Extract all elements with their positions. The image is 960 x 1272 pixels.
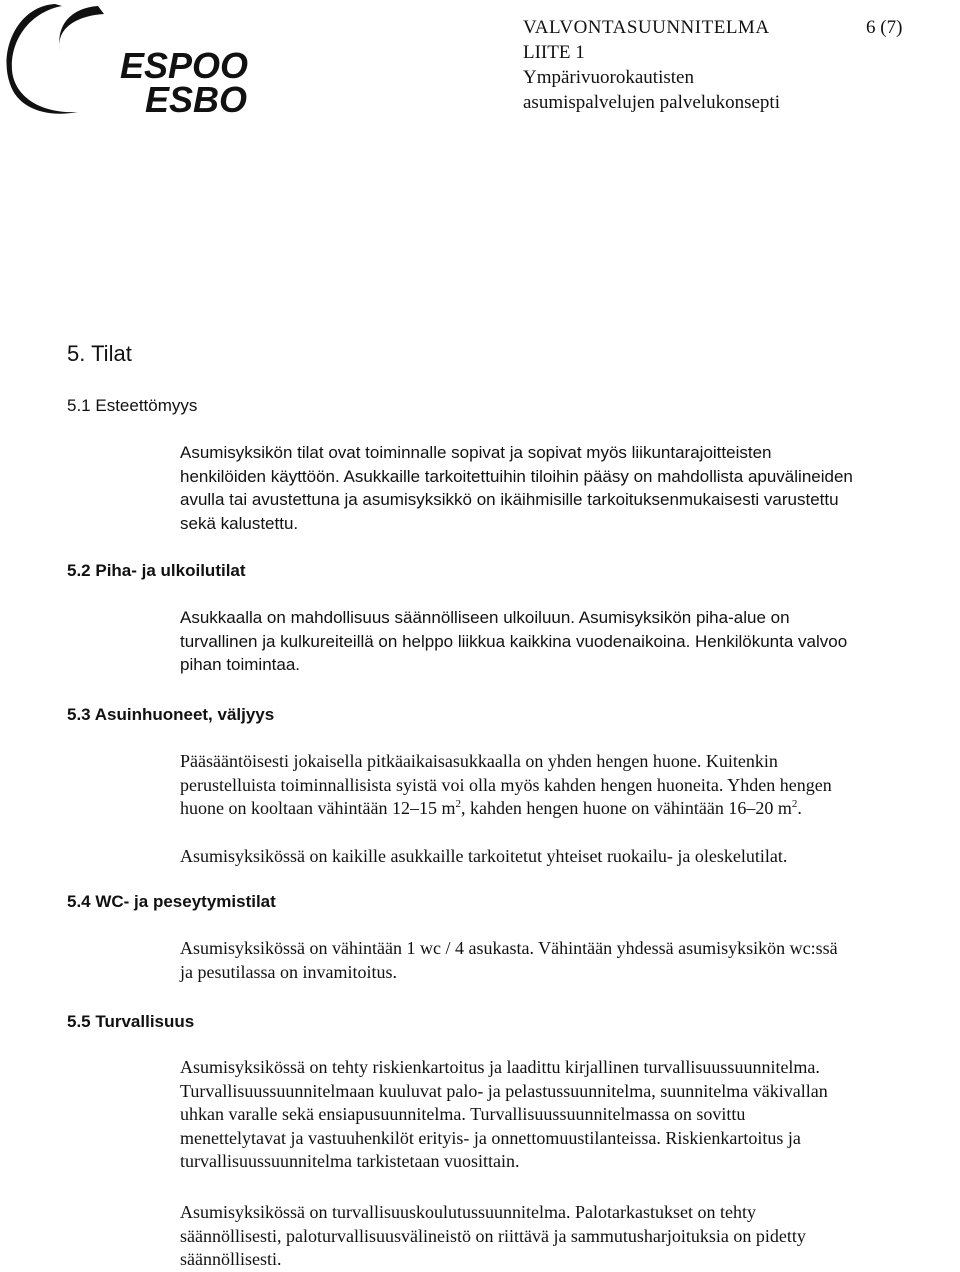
paragraph-5-4 (180, 937, 950, 984)
text-line: säännöllisesti. (180, 1249, 282, 1269)
attachment-label: LIITE 1 (523, 42, 585, 63)
paragraph-5-1 (180, 441, 950, 535)
page-number: 6 (7) (866, 17, 903, 38)
text-line: henkilöiden käyttöön. Asukkaille tarkoitettuihin tiloihin pääsy on mahdollista apuvälineiden (180, 466, 853, 486)
subsection-heading-5-3: 5.3 Asuinhuoneet, väljyys (67, 705, 275, 724)
paragraph-5-5 (180, 1056, 950, 1174)
subsection-heading-5-1: 5.1 Esteettömyys (67, 396, 198, 415)
text-fragment: . (797, 798, 802, 818)
text-line: menettelytavat ja vastuuhenkilöt erityis- ja onnettomuustilanteissa. Riskienkartoitus ja (180, 1127, 801, 1148)
text-line: säännöllisesti, paloturvallisuusvälineistö on riittävä ja sammutusharjoituksia on pidetty (180, 1225, 806, 1246)
document-header (523, 15, 923, 115)
subsection-heading-5-5: 5.5 Turvallisuus (67, 1012, 195, 1031)
text-line: Turvallisuussuunnitelmaan kuuluvat palo- ja pelastussuunnitelma, suunnitelma väkivallan (180, 1080, 828, 1101)
document-subtitle-line-1: Ympärivuorokautisten (523, 67, 694, 88)
text-line: turvallisuussuunnitelma tarkistetaan vuosittain. (180, 1151, 520, 1171)
subsection-heading-5-2: 5.2 Piha- ja ulkoilutilat (67, 561, 246, 580)
text-line: Asumisyksikössä on vähintään 1 wc / 4 asukasta. Vähintään yhdessä asumisyksikön wc:ssä (180, 938, 838, 958)
text-line: sekä kalustettu. (180, 513, 299, 533)
superscript: 2 (791, 798, 798, 810)
paragraph-5-2 (180, 606, 950, 677)
paragraph-5-3-b (180, 845, 950, 869)
text-line: Pääsääntöisesti jokaisella pitkäaikaisasukkaalla on yhden hengen huone. Kuitenkin (180, 751, 778, 771)
document-title: VALVONTASUUNNITELMA (523, 17, 770, 38)
text-line: avulla tai avustettuna ja asumisyksikkö on ikäihmisille tarkoituksenmukaisesti varustettu (180, 490, 839, 509)
document-subtitle-line-2: asumispalvelujen palvelukonsepti (523, 92, 780, 113)
paragraph-5-3 (180, 750, 950, 821)
paragraph-5-5-b (180, 1201, 950, 1272)
text-line: Asumisyksikön tilat ovat toiminnalle sopivat ja sopivat myös liikuntarajoitteisten (180, 443, 772, 462)
logo-emblem (0, 0, 260, 125)
logo-line-1: ESPOO (120, 45, 249, 86)
text-line: ja pesutilassa on invamitoitus. (180, 961, 397, 982)
text-line: perustelluista toiminnallisista syistä voi olla myös kahden hengen huoneita. Yhden hengen (180, 774, 832, 795)
text-fragment: huone on kooltaan vähintään 12–15 m (180, 798, 456, 818)
subsection-heading-5-4: 5.4 WC- ja peseytymistilat (67, 892, 276, 911)
text-line: Asumisyksikössä on turvallisuuskoulutussuunnitelma. Palotarkastukset on tehty (180, 1202, 756, 1222)
text-line: Asukkaalla on mahdollisuus säännölliseen ulkoiluun. Asumisyksikön piha-alue on (180, 608, 790, 627)
espoo-logo (0, 0, 260, 125)
text-fragment: , kahden hengen huone on vähintään 16–20 m (460, 798, 792, 818)
section-heading: 5. Tilat (67, 341, 132, 366)
text-line (180, 797, 950, 821)
superscript: 2 (455, 798, 461, 810)
text-line: Asumisyksikössä on kaikille asukkaille tarkoitetut yhteiset ruokailu- ja oleskelutilat. (180, 846, 788, 866)
text-line: turvallinen ja kulkureiteillä on helppo liikkua kaikkina vuodenaikoina. Henkilökunta valvoo (180, 631, 848, 651)
text-line: pihan toimintaa. (180, 655, 301, 674)
logo-line-2: ESBO (145, 79, 248, 120)
text-line: Asumisyksikössä on tehty riskienkartoitus ja laadittu kirjallinen turvallisuussuunnitelma. (180, 1057, 820, 1077)
text-line: uhkan varalle sekä ensiapusuunnitelma. Turvallisuussuunnitelmassa on sovittu (180, 1104, 746, 1124)
